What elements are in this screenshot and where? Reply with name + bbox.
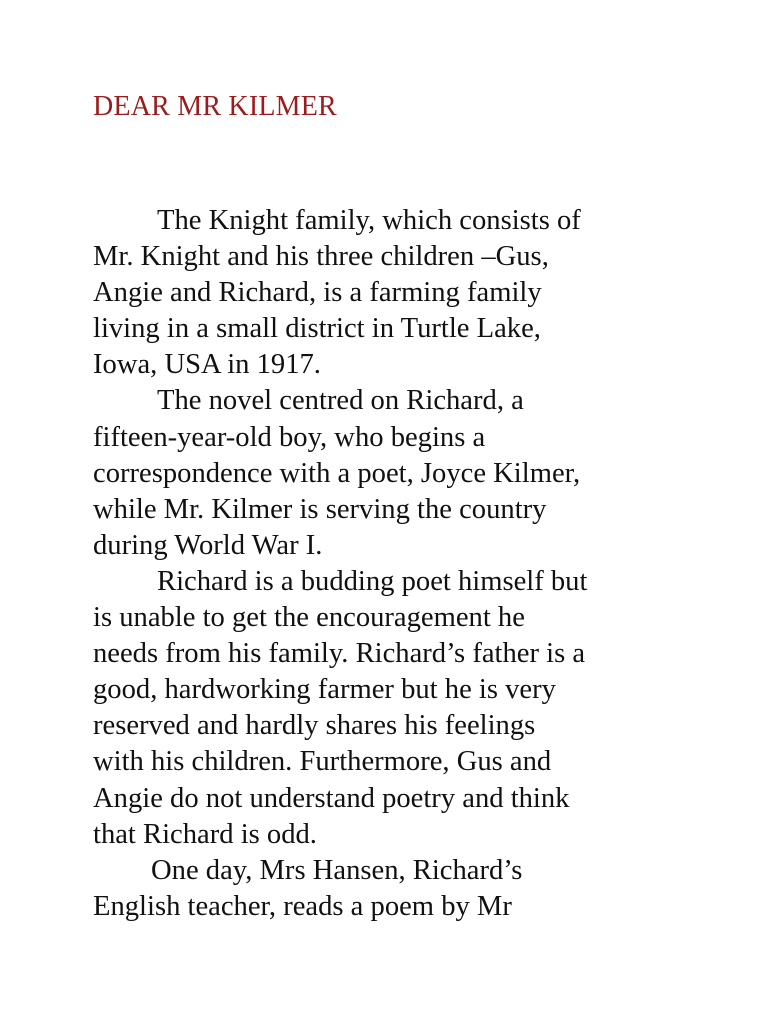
paragraph-line: with his children. Furthermore, Gus and: [93, 746, 552, 778]
paragraph-line: living in a small district in Turtle Lake,: [93, 313, 541, 345]
paragraph-line: English teacher, reads a poem by Mr: [93, 890, 512, 922]
document-body: [93, 203, 693, 925]
paragraph-line: is unable to get the encouragement he: [93, 602, 525, 634]
paragraph-line: The novel centred on Richard, a: [157, 385, 524, 417]
paragraph-line: Richard is a budding poet himself but: [157, 565, 588, 597]
paragraph-line: reserved and hardly shares his feelings: [93, 710, 536, 742]
document-title: DEAR MR KILMER: [93, 91, 337, 122]
paragraph-line: during World War I.: [93, 529, 323, 561]
paragraph-line: fifteen-year-old boy, who begins a: [93, 421, 486, 453]
paragraph-line: The Knight family, which consists of: [157, 205, 581, 236]
paragraph-line: that Richard is odd.: [93, 818, 317, 850]
paragraph-line: Mr. Knight and his three children –Gus,: [93, 241, 549, 273]
paragraph-line: while Mr. Kilmer is serving the country: [93, 493, 547, 525]
paragraph-line: good, hardworking farmer but he is very: [93, 674, 556, 706]
paragraph-line: correspondence with a poet, Joyce Kilmer,: [93, 457, 581, 489]
paragraph-line: Iowa, USA in 1917.: [93, 349, 321, 381]
paragraph-line: needs from his family. Richard’s father is a: [93, 638, 586, 670]
paragraph-line: One day, Mrs Hansen, Richard’s: [151, 854, 523, 886]
paragraph-line: Angie and Richard, is a farming family: [93, 277, 542, 309]
paragraph-line: Angie do not understand poetry and think: [93, 782, 570, 814]
